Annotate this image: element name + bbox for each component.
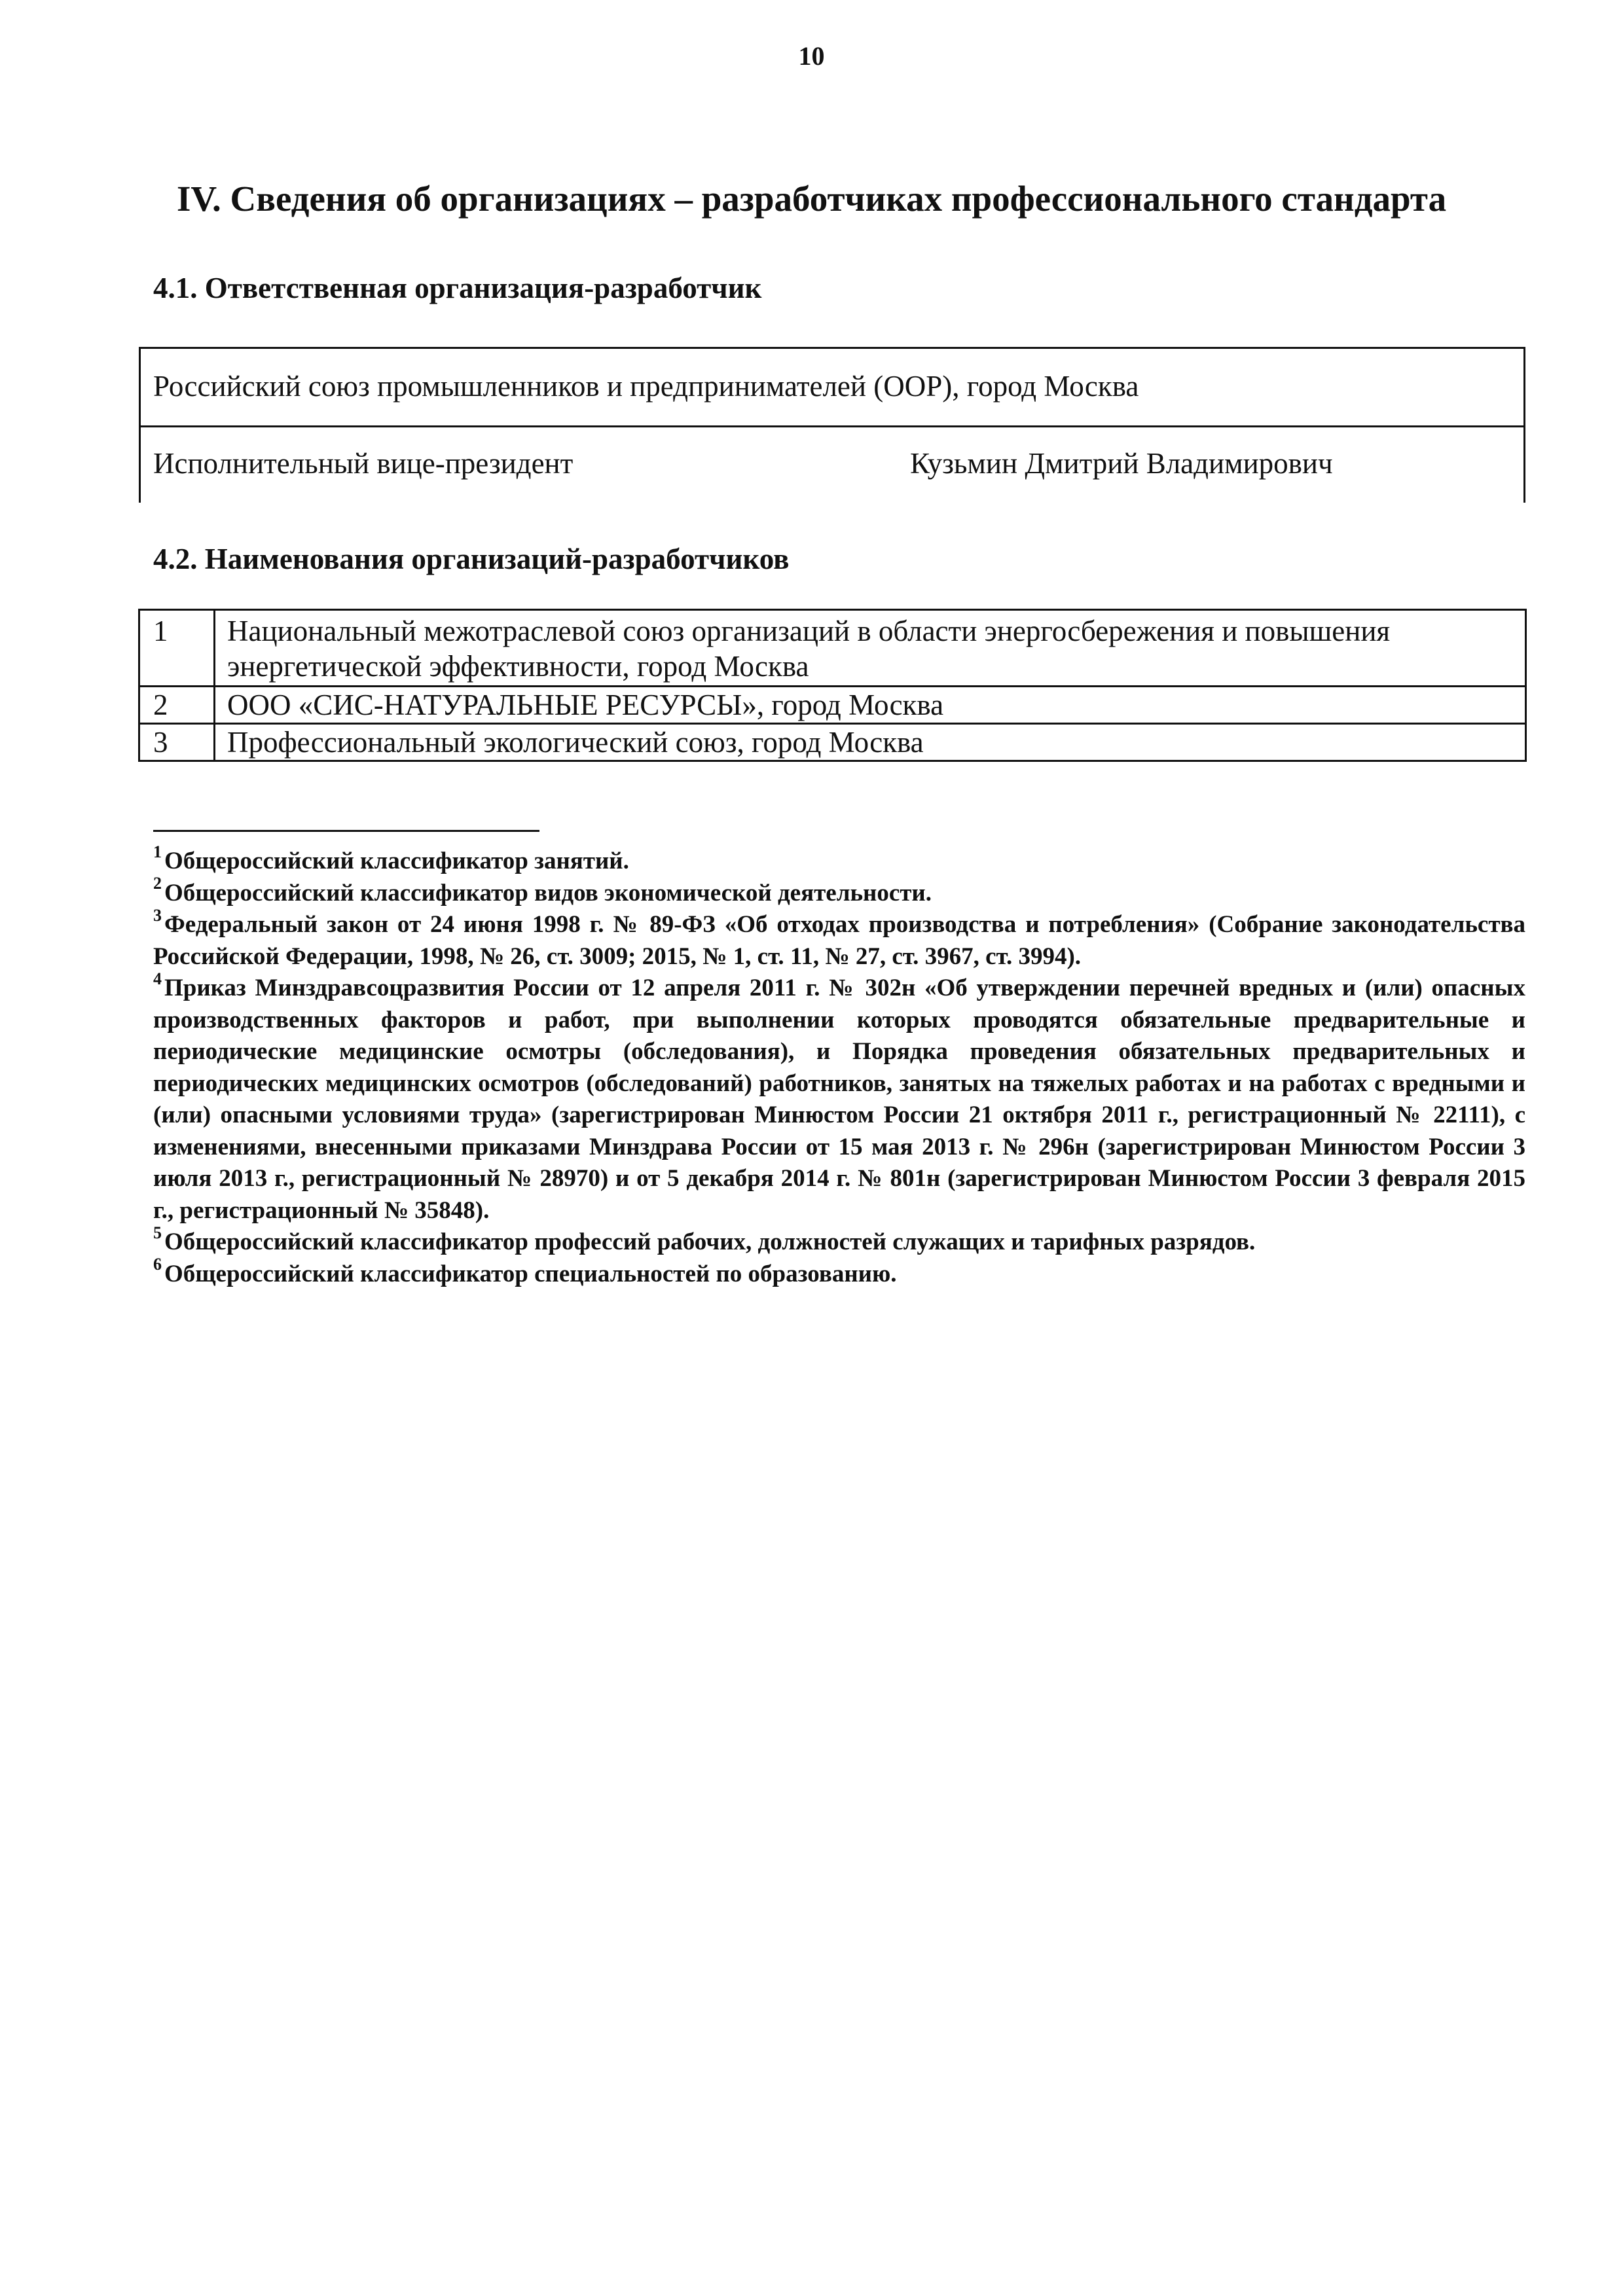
developer-orgs-table	[138, 609, 1527, 762]
footnote-mark: 2	[153, 874, 162, 893]
footnote-mark: 5	[153, 1223, 162, 1242]
footnote-mark: 4	[153, 969, 162, 988]
footnote-mark: 6	[153, 1255, 162, 1274]
table-border	[139, 347, 141, 503]
footnote	[153, 1255, 1525, 1291]
developer-orgs-heading: 4.2. Наименования организаций-разработчиков	[153, 543, 790, 575]
footnotes	[153, 842, 1525, 1290]
section-title: IV. Сведения об организациях – разработчиках профессионального стандарта	[177, 179, 1447, 219]
responsible-org-heading: 4.1. Ответственная организация-разработчик	[153, 272, 762, 304]
footnote	[153, 1223, 1525, 1259]
org-name: ООО «СИС-НАТУРАЛЬНЫЕ РЕСУРСЫ», город Москва	[215, 687, 1526, 724]
footnote-text: Приказ Минздравсоцразвития России от 12 апреля 2011 г. № 302н «Об утверждении перечней вредных и (или) опасных производственных факторов и работ, при выполнении которых проводятся обязательные предварительные и периодические медицинские осмотры (обследования), и Порядка проведения обязательных предварительных и периодических медицинских осмотров (обследований) работников, занятых на тяжелых работах и на работах с вредными и (или) опасными условиями труда» (зарегистрирован Минюстом России 21 октября 2011 г., регистрационный № 22111), с изменениями, внесенными приказами Минздрава России от 15 мая 2013 г. № 296н (зарегистрирован Минюстом России 3 июля 2013 г., регистрационный № 28970) и от 5 декабря 2014 г. № 801н (зарегистрирован Минюстом России 3 февраля 2015 г., регистрационный № 35848).	[153, 975, 1525, 1224]
row-number: 3	[139, 724, 215, 761]
footnote-text: Общероссийский классификатор занятий.	[164, 848, 629, 874]
footnote-text: Общероссийский классификатор видов экономической деятельности.	[164, 879, 932, 906]
footnote	[153, 969, 1525, 1227]
footnote-separator	[153, 830, 539, 832]
table-row	[139, 610, 1526, 687]
responsible-position: Исполнительный вице-президент	[153, 447, 574, 480]
footnote	[153, 842, 1525, 878]
footnote	[153, 905, 1525, 973]
responsible-org-table	[139, 347, 1525, 503]
table-row	[139, 724, 1526, 761]
page-number: 10	[798, 41, 825, 71]
responsible-person-name: Кузьмин Дмитрий Владимирович	[910, 447, 1333, 480]
table-border	[1523, 347, 1525, 503]
org-name: Профессиональный экологический союз, город Москва	[215, 724, 1526, 761]
table-divider	[139, 425, 1525, 427]
footnote-text: Общероссийский классификатор специальностей по образованию.	[164, 1260, 897, 1287]
org-name: Национальный межотраслевой союз организаций в области энергосбережения и повышения энергетической эффективности, город Москва	[215, 610, 1526, 687]
footnote-text: Федеральный закон от 24 июня 1998 г. № 89-ФЗ «Об отходах производства и потребления» (Собрание законодательства Российской Федерации, 1998, № 26, ст. 3009; 2015, № 1, ст. 11, № 27, ст. 3967, ст. 3994).	[153, 911, 1525, 970]
table-row	[139, 687, 1526, 724]
footnote-text: Общероссийский классификатор профессий рабочих, должностей служащих и тарифных разрядов.	[164, 1229, 1256, 1255]
footnote-mark: 1	[153, 842, 162, 861]
row-number: 1	[139, 610, 215, 687]
footnote-mark: 3	[153, 905, 162, 925]
row-number: 2	[139, 687, 215, 724]
table-border	[139, 347, 1525, 349]
footnote	[153, 874, 1525, 910]
responsible-org-name: Российский союз промышленников и предпринимателей (ООР), город Москва	[153, 370, 1139, 403]
